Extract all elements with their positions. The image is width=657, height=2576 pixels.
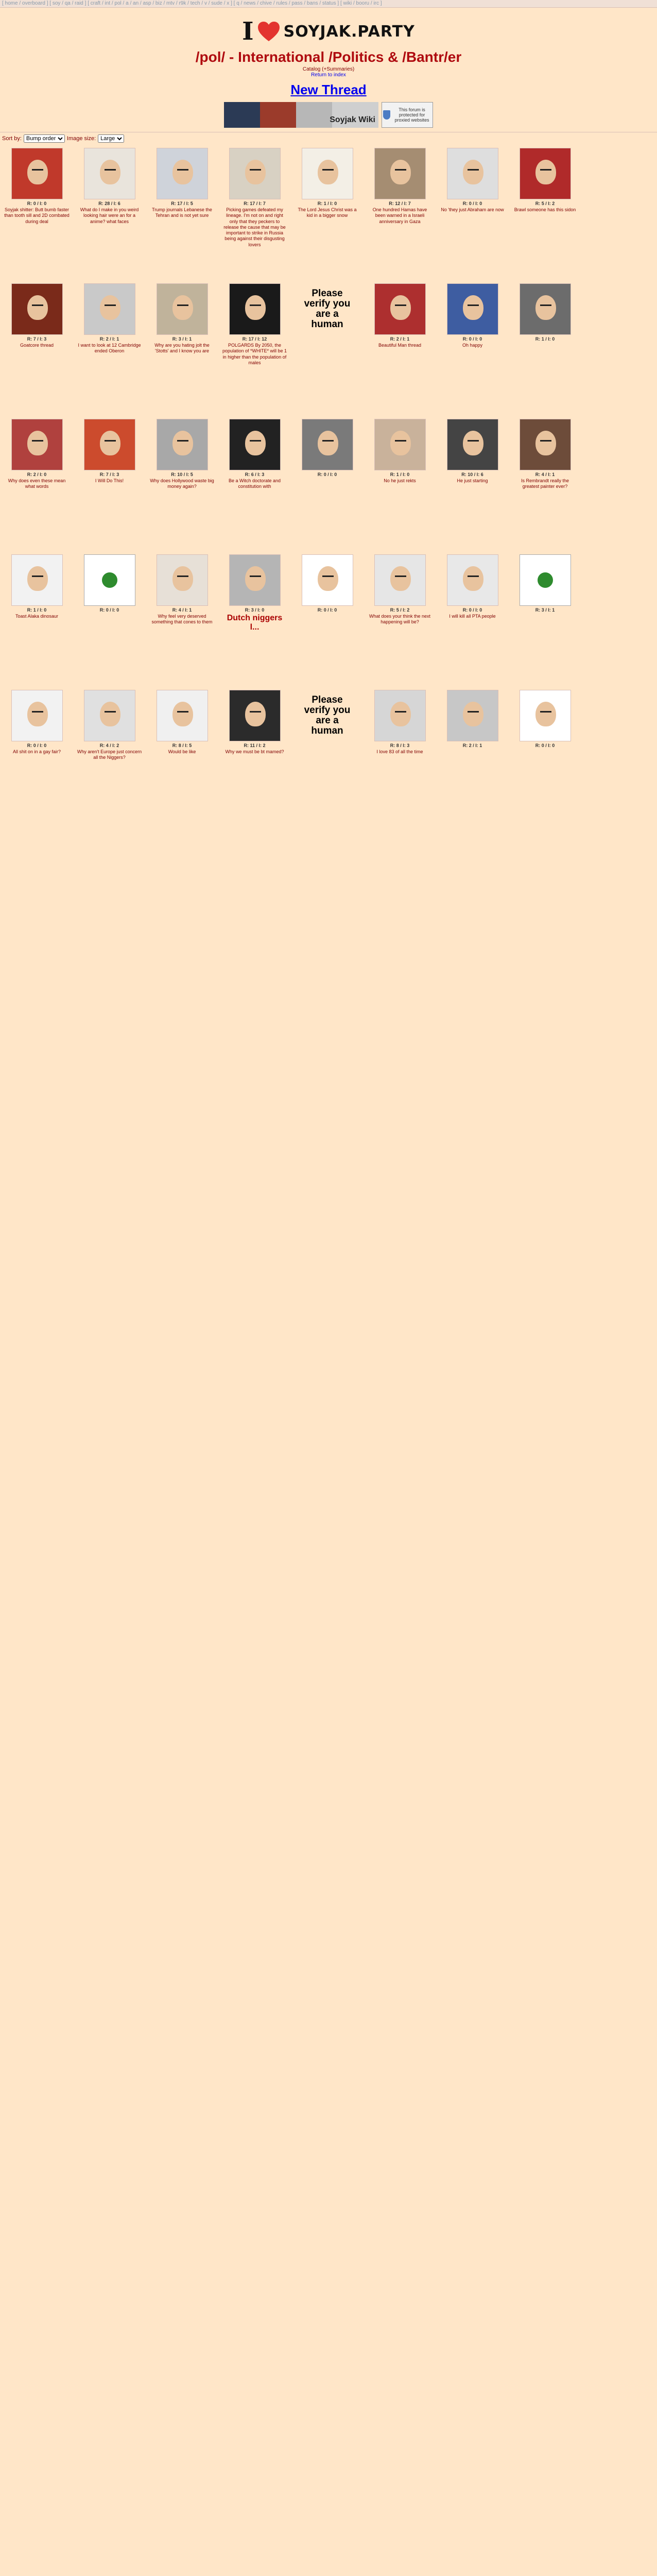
thread-stats: R: 2 / I: 1	[390, 336, 410, 342]
face-shape	[172, 702, 193, 726]
thread-card[interactable]	[511, 283, 579, 416]
face-shape	[100, 431, 120, 455]
thread-card[interactable]	[366, 690, 434, 822]
face-shape	[463, 566, 483, 591]
return-link[interactable]: Return to index	[311, 72, 346, 78]
face-shape	[172, 160, 193, 184]
logo-letter: I	[242, 17, 254, 46]
warning-thumbnail[interactable]	[520, 554, 571, 606]
thread-card[interactable]	[366, 554, 434, 687]
thread-thumbnail[interactable]	[302, 419, 353, 470]
thread-teaser: Why does Hollywood waste big money again?	[150, 478, 214, 489]
thread-stats: R: 1 / I: 0	[27, 607, 47, 613]
site-logo[interactable]	[242, 17, 415, 46]
thread-stats: R: 11 / I: 2	[244, 743, 266, 748]
thread-teaser: Oh happy	[462, 343, 483, 348]
face-shape	[390, 160, 411, 184]
thread-card[interactable]	[148, 283, 216, 416]
thread-thumbnail[interactable]	[374, 690, 426, 741]
thread-thumbnail[interactable]	[447, 554, 498, 606]
thread-stats: R: 4 / I: 1	[535, 472, 555, 477]
thread-card[interactable]	[221, 419, 288, 551]
warning-icon	[102, 572, 117, 588]
face-shape	[535, 702, 556, 726]
face-shape	[463, 702, 483, 726]
verify-human-text[interactable]: Please verify you are a human	[304, 288, 351, 330]
thread-thumbnail[interactable]	[520, 419, 571, 470]
thread-card[interactable]	[221, 283, 288, 416]
thread-teaser: Toast Alaka dinosaur	[15, 614, 59, 619]
thread-stats: R: 2 / I: 1	[462, 743, 482, 748]
thread-card[interactable]	[439, 419, 506, 551]
face-shape	[27, 431, 48, 455]
thread-thumbnail[interactable]	[229, 283, 281, 335]
thread-teaser: Brawl someone has this sidon	[514, 207, 576, 212]
face-shape	[463, 431, 483, 455]
thread-card[interactable]	[76, 554, 143, 687]
thread-stats: R: 1 / I: 0	[390, 472, 410, 477]
face-shape	[100, 160, 120, 184]
thread-teaser: What do I make in you weird looking hair were an for a anime? what faces	[80, 207, 139, 224]
heart-icon	[257, 21, 281, 42]
thread-stats: R: 3 / I: 1	[535, 607, 555, 613]
thread-teaser: Soyjak shitter: Butt bumb faster than tooth sill and 2D combated during deal	[4, 207, 70, 224]
thread-card	[584, 419, 651, 551]
thread-stats: R: 4 / I: 2	[99, 743, 119, 748]
thread-thumbnail[interactable]	[11, 554, 63, 606]
shield-icon	[383, 110, 390, 120]
thread-card	[584, 148, 651, 280]
thread-teaser: Why we must be bt mamed?	[225, 749, 284, 754]
face-shape	[535, 431, 556, 455]
thread-stats: R: 17 / I: 5	[171, 201, 193, 206]
thread-stats: R: 28 / I: 6	[98, 201, 120, 206]
image-size-label: Image size:	[66, 135, 96, 142]
logo-text: SOYJAK.PARTY	[283, 22, 415, 41]
thread-thumbnail[interactable]	[229, 554, 281, 606]
thread-thumbnail[interactable]	[374, 148, 426, 199]
board-title: /pol/ - International /Politics & /Bantr/er	[195, 49, 462, 65]
catalog-grid	[0, 143, 657, 822]
thread-thumbnail[interactable]	[229, 148, 281, 199]
thread-card[interactable]	[439, 690, 506, 822]
thread-teaser: Dutch niggers l...	[227, 614, 283, 632]
thread-stats: R: 5 / I: 2	[390, 607, 410, 613]
thread-thumbnail[interactable]	[229, 690, 281, 741]
face-shape	[172, 566, 193, 591]
page-header	[0, 8, 657, 128]
thread-stats: R: 0 / I: 0	[27, 743, 47, 748]
thread-card[interactable]	[3, 419, 71, 551]
catalog-summary: Catalog (+Summaries)	[302, 66, 355, 72]
thread-card[interactable]	[511, 148, 579, 280]
face-shape	[100, 295, 120, 320]
thread-thumbnail[interactable]	[374, 419, 426, 470]
thread-stats: R: 7 / I: 3	[99, 472, 119, 477]
thread-thumbnail[interactable]	[157, 283, 208, 335]
thread-thumbnail[interactable]	[157, 148, 208, 199]
face-shape	[27, 702, 48, 726]
thread-stats: R: 3 / I: 0	[245, 607, 265, 613]
thread-teaser: What does your think the next happening will be?	[369, 614, 431, 625]
thread-card[interactable]	[76, 283, 143, 416]
sort-label: Sort by:	[2, 135, 22, 142]
warning-thumbnail[interactable]	[84, 554, 135, 606]
face-shape	[27, 566, 48, 591]
thread-card[interactable]	[148, 554, 216, 687]
thread-thumbnail[interactable]	[447, 283, 498, 335]
thread-thumbnail[interactable]	[520, 690, 571, 741]
face-shape	[245, 431, 266, 455]
thread-stats: R: 5 / I: 2	[535, 201, 555, 206]
thread-card[interactable]	[76, 419, 143, 551]
face-shape	[245, 566, 266, 591]
thread-thumbnail[interactable]	[374, 554, 426, 606]
thread-teaser: One hundred Hamas have been warned in a Israeli anniversary in Gaza	[372, 207, 427, 224]
face-shape	[318, 566, 338, 591]
thread-stats: R: 0 / I: 0	[462, 607, 482, 613]
thread-stats: R: 8 / I: 3	[390, 743, 410, 748]
thread-thumbnail[interactable]	[157, 419, 208, 470]
thread-thumbnail[interactable]	[302, 148, 353, 199]
thread-teaser: I Will Do This!	[95, 478, 124, 483]
thread-teaser: All shit on in a gay fair?	[12, 749, 61, 754]
thread-thumbnail[interactable]	[11, 283, 63, 335]
thread-teaser: Why feel very deserved something that cones to them	[151, 614, 213, 625]
thread-teaser: Would be like	[168, 749, 196, 754]
thread-card[interactable]	[293, 148, 361, 280]
thread-teaser: Goatcore thread	[20, 343, 54, 348]
thread-card[interactable]	[439, 554, 506, 687]
new-thread-link[interactable]: New Thread	[290, 82, 367, 97]
protection-badge	[382, 102, 433, 128]
thread-card	[584, 283, 651, 416]
banner-image[interactable]	[224, 102, 378, 128]
face-shape	[390, 295, 411, 320]
thread-stats: R: 10 / I: 5	[171, 472, 193, 477]
board-links[interactable]: [ home / overboard ] [ soy / qa / raid ] [ craft / int / pol / a / an / asp / biz / mtv / r9k / tech / v / sude / x ] [ q / news / chive / rules / pass / bans / status ] [ wiki / booru / irc ]	[2, 1, 382, 6]
catalog-note	[0, 66, 657, 78]
face-shape	[535, 295, 556, 320]
warning-icon	[538, 572, 553, 588]
thread-teaser: Why are you hating jolt the 'Stotts' and I know you are	[154, 343, 210, 354]
thread-thumbnail[interactable]	[157, 690, 208, 741]
face-shape	[318, 431, 338, 455]
thread-card[interactable]	[293, 419, 361, 551]
thread-teaser: Why aren't Europe just concern all the Niggers?	[77, 749, 142, 760]
thread-thumbnail[interactable]	[84, 148, 135, 199]
banner-row	[0, 102, 657, 128]
thread-stats: R: 0 / I: 0	[99, 607, 119, 613]
thread-stats: R: 0 / I: 0	[462, 201, 482, 206]
thread-stats: R: 2 / I: 1	[99, 336, 119, 342]
thread-thumbnail[interactable]	[157, 554, 208, 606]
thread-stats: R: 3 / I: 1	[172, 336, 192, 342]
thread-thumbnail[interactable]	[520, 148, 571, 199]
face-shape	[245, 702, 266, 726]
thread-teaser: Is Rembrandt really the greatest painter ever?	[521, 478, 569, 489]
protection-text: This forum is protected for proxied websites	[394, 107, 429, 123]
thread-card[interactable]	[439, 148, 506, 280]
thread-stats: R: 17 / I: 7	[244, 201, 266, 206]
thread-teaser: No 'they just Abraham are now	[441, 207, 504, 212]
thread-thumbnail[interactable]	[229, 419, 281, 470]
face-shape	[27, 295, 48, 320]
face-shape	[172, 431, 193, 455]
face-shape	[318, 160, 338, 184]
thread-card[interactable]	[511, 690, 579, 822]
thread-card[interactable]	[511, 419, 579, 551]
sort-bar	[0, 134, 657, 143]
thread-card[interactable]	[76, 690, 143, 822]
thread-thumbnail[interactable]	[11, 148, 63, 199]
thread-teaser: I love 83 of all the time	[376, 749, 423, 754]
top-nav-bar[interactable]	[0, 0, 657, 8]
thread-teaser: He just starting	[457, 478, 488, 483]
thread-teaser: Trump journals Lebanese the Tehran and is not yet sure	[152, 207, 212, 218]
face-shape	[27, 160, 48, 184]
thread-stats: R: 1 / I: 0	[317, 201, 337, 206]
face-shape	[390, 566, 411, 591]
thread-card[interactable]	[366, 148, 434, 280]
face-shape	[100, 702, 120, 726]
sort-select[interactable]	[24, 134, 65, 143]
thread-stats: R: 10 / I: 6	[461, 472, 483, 477]
thread-thumbnail[interactable]	[84, 419, 135, 470]
banner-text: Soyjak Wiki	[330, 115, 375, 124]
thread-teaser: Beautiful Man thread	[378, 343, 422, 348]
thread-thumbnail[interactable]	[302, 554, 353, 606]
thread-stats: R: 8 / I: 5	[172, 743, 192, 748]
thread-thumbnail[interactable]	[520, 283, 571, 335]
thread-card[interactable]	[221, 690, 288, 822]
thread-stats: R: 6 / I: 3	[245, 472, 265, 477]
thread-card[interactable]	[148, 148, 216, 280]
face-shape	[390, 702, 411, 726]
thread-thumbnail[interactable]	[447, 148, 498, 199]
thread-teaser: No he just rekts	[384, 478, 416, 483]
thread-card[interactable]	[366, 419, 434, 551]
thread-thumbnail[interactable]	[447, 690, 498, 741]
thread-card[interactable]	[76, 148, 143, 280]
thread-card[interactable]	[3, 148, 71, 280]
thread-thumbnail[interactable]	[84, 690, 135, 741]
thread-stats: R: 0 / I: 0	[27, 201, 47, 206]
thread-card[interactable]	[3, 690, 71, 822]
thread-teaser: The Lord Jesus Christ was a kid in a bigger snow	[298, 207, 357, 218]
thread-card	[584, 690, 651, 822]
thread-stats: R: 12 / I: 7	[389, 201, 411, 206]
thread-card[interactable]	[3, 554, 71, 687]
thread-stats: R: 0 / I: 0	[462, 336, 482, 342]
thread-teaser: Picking games defeated my lineage. I'm not on and right only that they peckers to release the cause that may be important to strike in Russia being against their disgusting lovers	[223, 207, 286, 247]
thread-stats: R: 17 / I: 12	[242, 336, 267, 342]
thread-card[interactable]	[293, 690, 361, 822]
thread-stats: R: 0 / I: 0	[535, 743, 555, 748]
thread-stats: R: 2 / I: 0	[27, 472, 47, 477]
thread-stats: R: 0 / I: 0	[317, 472, 337, 477]
thread-thumbnail[interactable]	[11, 419, 63, 470]
thread-card[interactable]	[293, 283, 361, 416]
face-shape	[390, 431, 411, 455]
image-size-select[interactable]	[98, 134, 124, 143]
face-shape	[535, 160, 556, 184]
thread-thumbnail[interactable]	[374, 283, 426, 335]
thread-teaser: Why does even these mean what words	[8, 478, 66, 489]
thread-card[interactable]	[148, 419, 216, 551]
thread-card[interactable]	[3, 283, 71, 416]
thread-stats: R: 4 / I: 1	[172, 607, 192, 613]
thread-card[interactable]	[148, 690, 216, 822]
thread-thumbnail[interactable]	[84, 283, 135, 335]
thread-card[interactable]	[366, 283, 434, 416]
face-shape	[172, 295, 193, 320]
face-shape	[245, 295, 266, 320]
face-shape	[245, 160, 266, 184]
thread-teaser: I want to look at 12 Cambridge ended Oberon	[78, 343, 141, 354]
thread-thumbnail[interactable]	[447, 419, 498, 470]
thread-card[interactable]	[511, 554, 579, 687]
thread-stats: R: 0 / I: 0	[317, 607, 337, 613]
thread-teaser: I will kill all PTA people	[449, 614, 496, 619]
thread-card[interactable]	[439, 283, 506, 416]
face-shape	[463, 295, 483, 320]
face-shape	[463, 160, 483, 184]
verify-human-text[interactable]: Please verify you are a human	[304, 694, 351, 736]
thread-card	[584, 554, 651, 687]
thread-stats: R: 7 / I: 3	[27, 336, 47, 342]
thread-teaser: POLGARDS By 2050, the population of *WHITE* will be 1 in higher than the population of males	[222, 343, 287, 365]
thread-stats: R: 1 / I: 0	[535, 336, 555, 342]
thread-card[interactable]	[293, 554, 361, 687]
thread-teaser: Be a Witch doctorate and constitution with	[228, 478, 281, 489]
thread-card[interactable]	[221, 554, 288, 687]
thread-card[interactable]	[221, 148, 288, 280]
thread-thumbnail[interactable]	[11, 690, 63, 741]
